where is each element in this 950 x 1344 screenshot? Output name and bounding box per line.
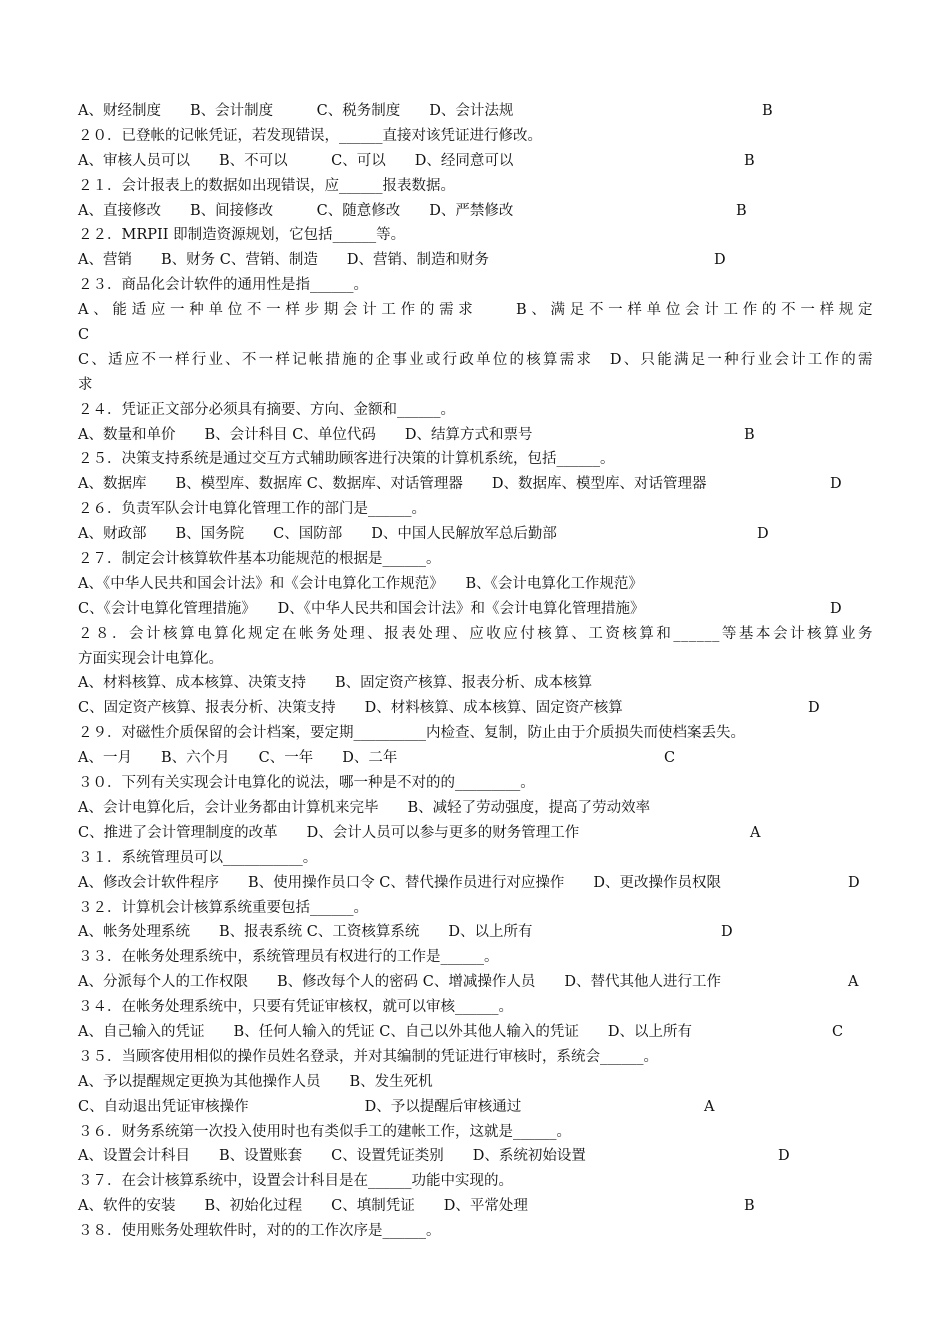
line-text: ２６．负责军队会计电算化管理工作的部门是______。 [78, 501, 426, 518]
question-line [78, 174, 878, 199]
text-line [78, 920, 878, 945]
answer-key: D [778, 1148, 790, 1165]
text-line [78, 99, 878, 124]
line-text: A、软件的安装 B、初始化过程 C、填制凭证 D、平常处理 [78, 1198, 528, 1215]
line-text: A、自己输入的凭证 B、任何人输入的凭证 C、自己以外其他人输入的凭证 D、以上所有 [78, 1023, 692, 1040]
line-text: ３１．系统管理员可以___________。 [78, 849, 318, 866]
text-line [78, 472, 878, 497]
line-text: ３２．计算机会计核算系统重要包括______。 [78, 899, 368, 916]
line-text: A、材料核算、成本核算、决策支持 B、固定资产核算、报表分析、成本核算 [78, 675, 593, 692]
line-text: ３５．当顾客使用相似的操作员姓名登录，并对其编制的凭证进行审核时，系统会______。 [78, 1048, 658, 1065]
text-line [78, 298, 878, 323]
line-text: A、修改会计软件程序 B、使用操作员口令 C、替代操作员进行对应操作 D、更改操作员权限 [78, 874, 721, 891]
text-line [78, 348, 878, 373]
question-line [78, 1120, 878, 1145]
line-text: C、自动退出凭证审核操作 D、予以提醒后审核通过 [78, 1098, 522, 1115]
answer-key: A [848, 974, 859, 991]
line-text: ２５．决策支持系统是通过交互方式辅助顾客进行决策的计算机系统，包括______。 [78, 451, 615, 468]
question-line [78, 1169, 878, 1194]
answer-key: A [750, 824, 761, 841]
line-text: 求 [78, 376, 93, 393]
answer-key: C [832, 1023, 844, 1040]
answer-key: D [848, 874, 860, 891]
answer-key: B [744, 426, 755, 443]
line-text: ２１．会计报表上的数据如出现错误，应______报表数据。 [78, 177, 455, 194]
text-line [78, 647, 878, 672]
text-line [78, 149, 878, 174]
answer-key: B [744, 152, 755, 169]
question-line [78, 124, 878, 149]
question-line [78, 846, 878, 871]
question-line [78, 995, 878, 1020]
line-text: ３３．在帐务处理系统中，系统管理员有权进行的工作是______。 [78, 949, 499, 966]
question-line [78, 1045, 878, 1070]
question-line [78, 547, 878, 572]
text-line [78, 1070, 878, 1095]
line-text: C、固定资产核算、报表分析、决策支持 D、材料核算、成本核算、固定资产核算 [78, 700, 623, 717]
line-text: A、帐务处理系统 B、报表系统 C、工资核算系统 D、以上所有 [78, 924, 533, 941]
question-line [78, 771, 878, 796]
line-text: C [78, 327, 90, 344]
line-text: A、营销 B、财务 C、营销、制造 D、营销、制造和财务 [78, 252, 489, 269]
text-line [78, 1194, 878, 1219]
question-line [78, 721, 878, 746]
line-text: A、数据库 B、模型库、数据库 C、数据库、对话管理器 D、数据库、模型库、对话管理器 [78, 476, 707, 493]
line-text: A、直接修改 B、间接修改 C、随意修改 D、严禁修改 [78, 202, 514, 219]
text-line [78, 373, 878, 398]
line-text: A、财经制度 B、会计制度 C、税务制度 D、会计法规 [78, 103, 514, 119]
text-line [78, 746, 878, 771]
answer-key: A [704, 1098, 715, 1115]
line-text: ３６．财务系统第一次投入使用时也有类似手工的建帐工作，这就是______。 [78, 1123, 571, 1140]
line-text: A、财政部 B、国务院 C、国防部 D、中国人民解放军总后勤部 [78, 526, 557, 543]
text-line [78, 423, 878, 448]
question-line [78, 447, 878, 472]
text-line [78, 199, 878, 224]
line-text: C、适应不一样行业、不一样记帐措施的企事业或行政单位的核算需求 D、只能满足一种行业会计工作的需 [78, 351, 873, 368]
line-text: ２７．制定会计核算软件基本功能规范的根据是______。 [78, 551, 441, 568]
answer-key: D [808, 700, 820, 717]
line-text: C、推进了会计管理制度的改革 D、会计人员可以参与更多的财务管理工作 [78, 824, 580, 841]
question-line [78, 398, 878, 423]
text-line [78, 671, 878, 696]
answer-key: C [664, 750, 676, 767]
answer-key: B [736, 202, 747, 219]
text-line [78, 597, 878, 622]
line-text: ３０．下列有关实现会计电算化的说法，哪一种是不对的的_________。 [78, 775, 535, 792]
answer-key: D [714, 252, 726, 269]
line-text: A、设置会计科目 B、设置账套 C、设置凭证类别 D、系统初始设置 [78, 1148, 586, 1165]
question-line [78, 622, 878, 647]
line-text: A、审核人员可以 B、不可以 C、可以 D、经同意可以 [78, 152, 514, 169]
text-line [78, 970, 878, 995]
line-text: A、予以提醒规定更换为其他操作人员 B、发生死机 [78, 1073, 433, 1090]
text-line [78, 1095, 878, 1120]
text-line [78, 796, 878, 821]
answer-key: B [762, 103, 773, 119]
question-line [78, 273, 878, 298]
line-text: ３４．在帐务处理系统中，只要有凭证审核权，就可以审核______。 [78, 999, 513, 1016]
line-text: ２４．凭证正文部分必须具有摘要、方向、金额和______。 [78, 401, 455, 418]
line-text: ２０．已登帐的记帐凭证，若发现错误，______直接对该凭证进行修改。 [78, 127, 542, 144]
line-text: 方面实现会计电算化。 [78, 650, 223, 667]
text-line [78, 572, 878, 597]
line-text: ３８．使用账务处理软件时，对的的工作次序是______。 [78, 1223, 441, 1240]
answer-key: D [830, 600, 842, 617]
answer-key: B [744, 1198, 755, 1215]
text-line [78, 871, 878, 896]
text-line [78, 821, 878, 846]
text-line [78, 1144, 878, 1169]
question-line [78, 223, 878, 248]
line-text: A、数量和单价 B、会计科目 C、单位代码 D、结算方式和票号 [78, 426, 533, 443]
line-text: ２８．会计核算电算化规定在帐务处理、报表处理、应收应付核算、工资核算和______等基本会计核算业务 [78, 625, 873, 642]
line-text: ３７．在会计核算系统中，设置会计科目是在______功能中实现的。 [78, 1173, 513, 1190]
answer-key: D [721, 924, 733, 941]
line-text: A、一月 B、六个月 C、一年 D、二年 [78, 750, 398, 767]
question-line [78, 497, 878, 522]
text-line [78, 1020, 878, 1045]
line-text: C、《会计电算化管理措施》 D、《中华人民共和国会计法》和《会计电算化管理措施》 [78, 600, 645, 617]
line-text: ２３．商品化会计软件的通用性是指______。 [78, 277, 368, 294]
text-line [78, 696, 878, 721]
line-text: A、能适应一种单位不一样步期会计工作的需求 B、满足不一样单位会计工作的不一样规定 [78, 302, 873, 319]
question-line [78, 945, 878, 970]
answer-key: D [830, 476, 842, 493]
text-line [78, 323, 878, 348]
document-page [78, 99, 878, 1244]
text-line [78, 248, 878, 273]
line-text: A、《中华人民共和国会计法》和《会计电算化工作规范》 B、《会计电算化工作规范》 [78, 575, 643, 592]
answer-key: D [757, 526, 769, 543]
line-text: A、会计电算化后，会计业务都由计算机来完毕 B、减轻了劳动强度，提高了劳动效率 [78, 799, 651, 816]
line-text: ２９．对磁性介质保留的会计档案，要定期__________内检查、复制，防止由于介质损失而使档案丢失。 [78, 725, 745, 742]
text-line [78, 522, 878, 547]
question-line [78, 896, 878, 921]
question-line [78, 1219, 878, 1244]
line-text: ２２．MRPII 即制造资源规划，它包括______等。 [78, 227, 406, 244]
line-text: A、分派每个人的工作权限 B、修改每个人的密码 C、增减操作人员 D、替代其他人进行工作 [78, 974, 721, 991]
